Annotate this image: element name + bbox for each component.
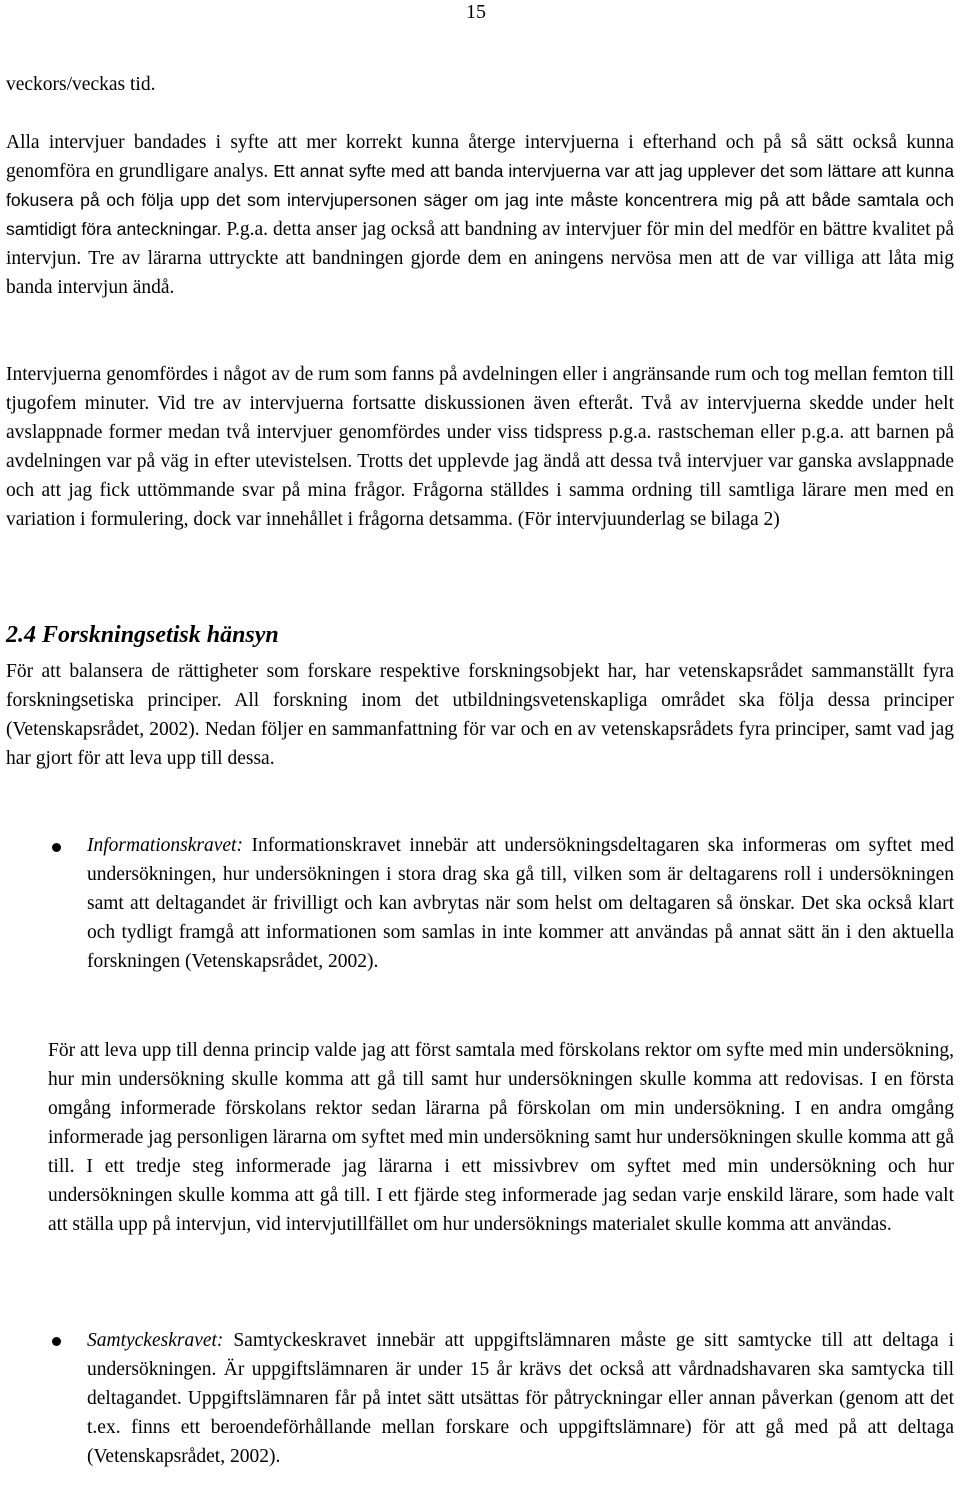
bullet-samtyckeskravet-term: Samtyckeskravet: [87, 1330, 224, 1351]
paragraph-recording [6, 128, 954, 302]
paragraph-recording-serif: Alla intervjuer bandades i syfte att mer korrekt kunna återge intervjuerna i efterhand och på så sätt också kunna genomföra en grundligare analys. [6, 132, 954, 182]
bullet-dot-icon [52, 843, 61, 852]
paragraph-recording-tail: P.g.a. detta anser jag också att bandning av intervjuer för min del medför en bättre kvalitet på intervjun. Tre av lärarna uttryckte att bandningen gjorde dem en aningens nervösa men att de var villiga att låta mig banda intervjun ändå. [6, 219, 954, 298]
paragraph-interview-setting: Intervjuerna genomfördes i något av de rum som fanns på avdelningen eller i angränsande rum och tog mellan femton till tjugofem minuter. Vid tre av intervjuerna fortsatte diskussionen även efteråt. Två av intervjuerna skedde under helt avslappnade former medan två intervjuer genomfördes under viss tidspress p.g.a. rastscheman eller p.g.a. att barnen på avdelningen var på väg in efter utevistelsen. Trotts det upplevde jag ändå att dessa två intervjuer var ganska avslappnade och att jag fick uttömmande svar på mina frågor. Frågorna ställdes i samma ordning till samtliga lärare men med en variation i formulering, dock var innehållet i frågorna detsamma. (För intervjuunderlag se bilaga 2) [6, 364, 954, 530]
bullet-informationskravet-term: Informationskravet: [87, 835, 243, 856]
page-number: 15 [466, 1, 486, 23]
bullet-samtyckeskravet-text: Samtyckeskravet innebär att uppgiftslämnaren måste ge sitt samtycke till att deltaga i undersökningen. Är uppgiftslämnaren är under 15 år krävs det också att vårdnadshavaren ska samtycka till deltagandet. Uppgiftslämnaren får på intet sätt utsättas för påtryckningar eller annan påverkan (genom att det t.ex. finns ett beroendeförhållande mellan forskare och uppgiftslämnare) för att gå med på att deltaga (Vetenskapsrådet, 2002). [87, 1330, 954, 1467]
paragraph-information-practice: För att leva upp till denna princip valde jag att först samtala med förskolans rektor om syfte med min undersökning, hur min undersökning skulle komma att gå till samt hur undersökningen skulle komma att redovisas. I en första omgång informerade förskolans rektor sedan lärarna på förskolan om min undersökning. I en andra omgång informerade jag personligen lärarna om syftet med min undersökning samt hur undersökningen skulle komma att gå till. I ett tredje steg informerade jag lärarna i ett missivbrev om syftet med min undersökning och hur undersökningen skulle komma att gå till. I ett fjärde steg informerade jag sedan varje enskild lärare, som hade valt att ställa upp på intervjun, vid intervjutillfället om hur undersöknings materialet skulle komma att användas. [48, 1040, 954, 1235]
paragraph-ethics-intro: För att balansera de rättigheter som forskare respektive forskningsobjekt har, har vetenskapsrådet sammanställt fyra forskningsetiska principer. All forskning inom det utbildningsvetenskapliga området ska följa dessa principer (Vetenskapsrådet, 2002). Nedan följer en sammanfattning för var och en av vetenskapsrådets fyra principer, samt vad jag har gjort för att leva upp till dessa. [6, 661, 954, 769]
paragraph-recording-sans: Ett annat syfte med att banda intervjuerna var att jag upplever det som lättare att kunna fokusera på och följa upp det som intervjupersonen säger om jag inte måste koncentrera mig på att både samtala och samtidigt föra anteckningar. [6, 161, 954, 239]
bullet-dot-icon [52, 1337, 61, 1346]
bullet-samtyckeskravet [87, 1326, 954, 1471]
section-heading: 2.4 Forskningsetisk hänsyn [6, 622, 279, 648]
bullet-informationskravet [87, 831, 954, 976]
bullet-informationskravet-text: Informationskravet innebär att undersökningsdeltagaren ska informeras om syftet med undersökningen, hur undersökningen i stora drag ska gå till, vilken som är deltagarens roll i undersökningen samt att deltagandet är frivilligt och kan avbrytas när som helst om deltagaren så önskar. Det ska också klart och tydligt framgå att informationen som samlas in inte kommer att användas på annat sätt än i den aktuella forskningen (Vetenskapsrådet, 2002). [87, 835, 954, 972]
paragraph-continuation: veckors/veckas tid. [6, 74, 156, 95]
